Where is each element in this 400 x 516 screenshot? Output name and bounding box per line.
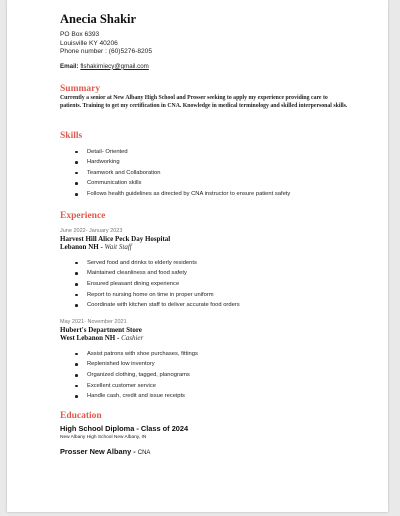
job-duties-list bbox=[60, 258, 360, 311]
job-role: Cashier bbox=[121, 334, 144, 343]
job-duty: Report to nursing home on time in proper uniform bbox=[60, 290, 360, 301]
skill-item: Communication skills bbox=[60, 178, 360, 189]
job-duty: Served food and drinks to elderly residents bbox=[60, 258, 360, 269]
job-dates: May 2021- November 2021 bbox=[60, 318, 127, 325]
degree-prosser bbox=[60, 447, 360, 458]
job-duty: Organized clothing, tagged, planograms bbox=[60, 370, 360, 381]
job-duty: Excellent customer service bbox=[60, 381, 360, 392]
resume-content bbox=[60, 12, 360, 458]
job-duty: Replenished low inventory bbox=[60, 359, 360, 370]
email-label: Email: bbox=[60, 62, 79, 70]
job-location-line bbox=[60, 243, 360, 252]
skill-item: Teamwork and Collaboration bbox=[60, 168, 360, 179]
school-high-school: New Albany High School New Albany, IN bbox=[60, 434, 147, 440]
degree-prosser-program: CNA bbox=[137, 449, 151, 456]
degree-high-school: High School Diploma - Class of 2024 bbox=[60, 423, 189, 433]
candidate-name: Anecia Shakir bbox=[60, 12, 137, 26]
skills-list bbox=[60, 147, 360, 200]
job-duty: Maintained cleanliness and food safety bbox=[60, 268, 360, 279]
address-line-2: Louisville KY 40206 bbox=[60, 39, 118, 47]
degree-prosser-school: Prosser New Albany - bbox=[60, 446, 138, 456]
email-line bbox=[60, 63, 360, 72]
skill-item: Hardworking bbox=[60, 157, 360, 168]
job-role: Wait Staff bbox=[104, 243, 132, 252]
job-entry-2 bbox=[60, 319, 360, 402]
job-duty: Handle cash, credit and issue receipts bbox=[60, 391, 360, 402]
skill-item: Detail- Oriented bbox=[60, 147, 360, 158]
email-link[interactable]: flshakirniecy@gmail.com bbox=[80, 62, 149, 70]
experience-heading: Experience bbox=[60, 210, 106, 221]
education-heading: Education bbox=[60, 410, 102, 421]
job-duty: Coordinate with kitchen staff to deliver accurate food orders bbox=[60, 300, 360, 311]
job-duty: Assist patrons with shoe purchases, fittings bbox=[60, 349, 360, 360]
job-employer: Hubert's Department Store bbox=[60, 325, 142, 334]
job-duty: Ensured pleasant dining experience bbox=[60, 279, 360, 290]
job-location: West Lebanon NH - bbox=[60, 334, 122, 343]
summary-text: Currently a senior at New Albany High School and Prosser seeking to apply my experience providing care to patients. Training to get my certification in CNA. Knowledge in medical terminology and skilled interpersonal skills. bbox=[60, 95, 348, 109]
job-location: Lebanon NH - bbox=[60, 243, 105, 252]
address-line-1: PO Box 6393 bbox=[60, 31, 100, 38]
resume-page bbox=[7, 0, 388, 512]
job-employer: Harvest Hill Alice Peck Day Hospital bbox=[60, 234, 171, 243]
job-duties-list bbox=[60, 349, 360, 402]
skill-item: Follows health guidelines as directed by CNA instructor to ensure patient safety bbox=[60, 189, 360, 200]
job-entry-1 bbox=[60, 228, 360, 311]
job-location-line bbox=[60, 334, 360, 343]
phone-number: Phone number : (60)5276-8205 bbox=[60, 48, 153, 56]
summary-heading: Summary bbox=[60, 84, 101, 95]
job-dates: June 2022- January 2023 bbox=[60, 227, 123, 234]
skills-heading: Skills bbox=[60, 130, 83, 141]
